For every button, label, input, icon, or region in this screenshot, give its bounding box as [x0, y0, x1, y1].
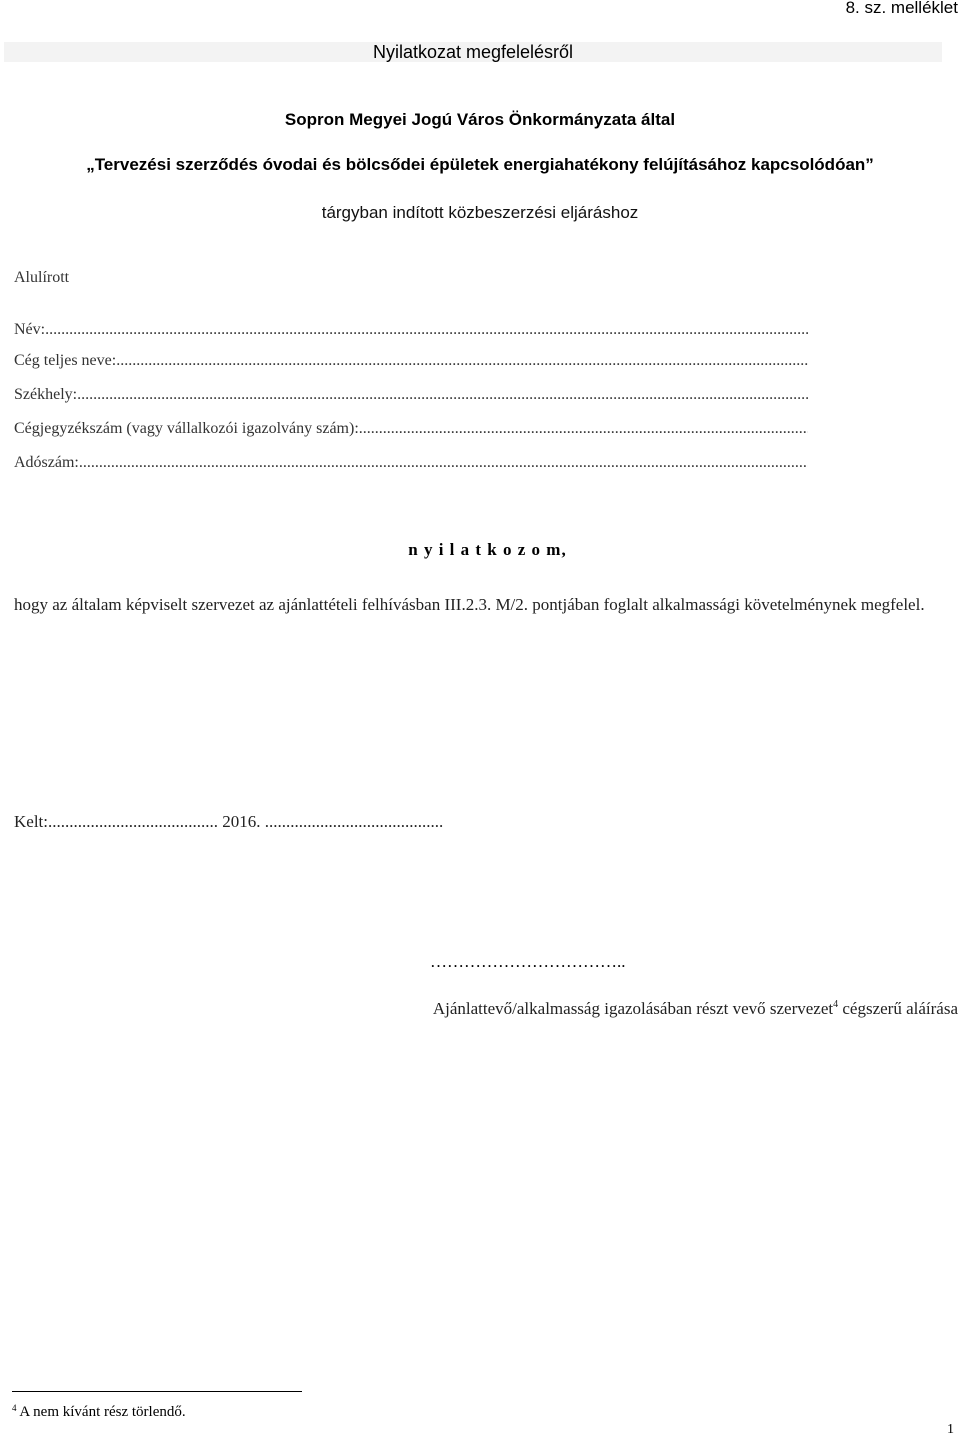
signature-label-suffix: cégszerű aláírása — [838, 999, 958, 1018]
document-title-bar — [4, 42, 942, 62]
document-title: Nyilatkozat megfelelésről — [372, 42, 574, 62]
intro-text: Alulírott — [14, 269, 70, 286]
field-company-name-label: Cég teljes neve: — [14, 352, 117, 369]
signature-dots[interactable]: …………………………….. — [430, 952, 626, 971]
signature-label — [433, 999, 958, 1019]
field-tax-number[interactable] — [14, 454, 808, 472]
page-number: 1 — [947, 1422, 954, 1437]
footnote-ref: 4 — [12, 1403, 17, 1413]
field-tax-number-label: Adószám: — [14, 454, 79, 471]
footnote — [12, 1403, 186, 1421]
heading-procedure: tárgyban indított közbeszerzési eljáráshoz — [321, 203, 639, 222]
field-headquarters[interactable] — [14, 386, 808, 404]
heading-subject: „Tervezési szerződés óvodai és bölcsődei épületek energiahatékony felújításához kapcsolódóan” — [86, 155, 874, 174]
field-company-name[interactable] — [14, 352, 808, 370]
field-headquarters-label: Székhely: — [14, 386, 78, 403]
heading-issuer: Sopron Megyei Jogú Város Önkormányzata által — [284, 110, 676, 129]
signature-label-text: Ajánlattevő/alkalmasság igazolásában részt vevő szervezet — [432, 999, 834, 1018]
field-registration-number-label: Cégjegyzékszám (vagy vállalkozói igazolvány szám): — [14, 420, 359, 437]
date-line[interactable]: Kelt:........................................ 2016. .......................................... — [14, 812, 444, 831]
annex-label: 8. sz. melléklet — [845, 0, 958, 17]
declaration-body: hogy az általam képviselt szervezet az ajánlattételi felhívásban III.2.3. M/2. pontjában foglalt alkalmassági követelménynek megfelel. — [14, 595, 925, 614]
field-name-label: Név: — [14, 321, 46, 338]
declaration-heading: n y i l a t k o z o m, — [408, 540, 567, 559]
field-name[interactable] — [14, 321, 808, 339]
signature-footnote-ref: 4 — [833, 999, 839, 1010]
field-registration-number[interactable] — [14, 420, 808, 438]
footnote-divider — [12, 1391, 302, 1392]
footnote-text: A nem kívánt rész törlendő. — [16, 1404, 186, 1420]
